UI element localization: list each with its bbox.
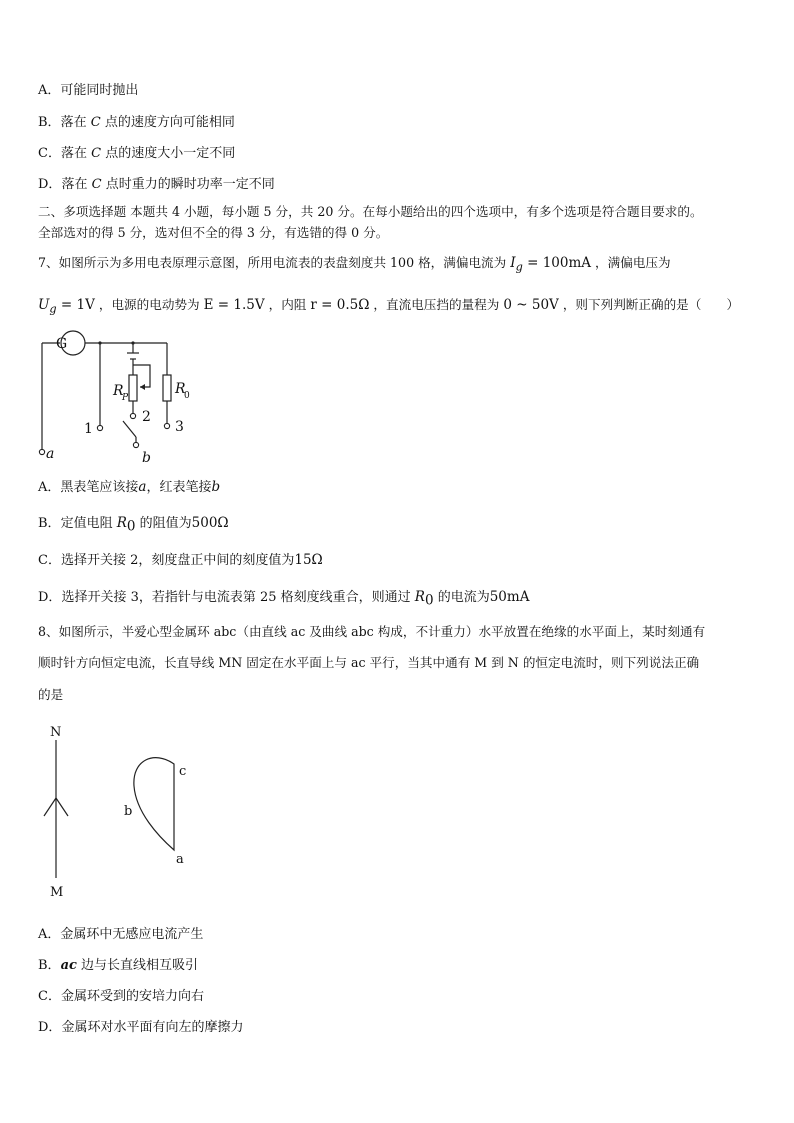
q7-option-b: B．定值电阻 $R_0$ 的阻值为500Ω [38,515,229,535]
rp-label: R [113,383,124,399]
q8-stem-line3: 的是 [38,687,64,702]
label-a: a [176,852,184,867]
q7-stem-line1: 7、如图所示为多用电表原理示意图，所用电流表的表盘刻度共 100 格，满偏电流为 $I_g = 100mA$ ，满偏电压为 [38,255,671,274]
terminal-2-label: 2 [142,409,151,425]
q7-circuit-diagram [30,325,210,470]
label-c: c [179,764,187,779]
section2-line1: 二、多项选择题 本题共 4 小题，每小题 5 分，共 20 分。在每小题给出的四个选项中，有多个选项是符合题目要求的。 [38,204,703,219]
ug-expression: $U_g = 1V$ [38,297,95,316]
q7-option-c: C．选择开关接 2，刻度盘正中间的刻度值为15Ω [38,552,323,568]
half-heart-ring [134,758,174,850]
label-m: M [50,885,64,900]
terminal-1-label: 1 [84,421,93,437]
terminal-b [133,442,138,447]
q6-option-d: D．落在 C 点时重力的瞬时功率一定不同 [38,177,275,192]
label-n: N [50,725,62,740]
terminal-b-label: b [142,450,151,466]
section2-line2: 全部选对的得 5 分，选对但不全的得 3 分，有选错的得 0 分。 [38,225,389,240]
r0-label: R [175,381,186,397]
q6-option-a: A．可能同时抛出 [38,83,139,98]
q6-option-b: B．落在 C 点的速度方向可能相同 [38,115,235,130]
label-b: b [124,804,133,819]
q8-option-b: B．ac 边与长直线相互吸引 [38,958,199,973]
terminal-a [39,449,44,454]
selector-switch [123,421,136,437]
q8-stem-line2: 顺时针方向恒定电流，长直导线 MN 固定在水平面上与 ac 平行，当其中通有 M 到 N 的恒定电流时，则下列说法正确 [38,655,700,670]
terminal-3-label: 3 [175,419,184,435]
q8-option-c: C．金属环受到的安培力向右 [38,989,204,1004]
ig-expression: $I_g = 100mA$ [510,255,592,274]
r0-resistor [163,375,171,401]
q6-option-c: C．落在 C 点的速度大小一定不同 [38,146,236,161]
galvanometer-label: G [56,336,68,352]
svg-text:0: 0 [184,391,190,401]
q8-stem-line1: 8、如图所示，半爱心型金属环 abc（由直线 ac 及曲线 abc 构成，不计重力）水平放置在绝缘的水平面上，某时刻通有 [38,624,706,639]
svg-text:P: P [122,393,129,403]
terminal-2 [130,413,135,418]
q8-option-a: A．金属环中无感应电流产生 [38,927,204,942]
terminal-3 [164,423,169,428]
q7-option-d: D．选择开关接 3，若指针与电流表第 25 格刻度线重合，则通过 $R_0$ 的电流为50mA [38,589,530,609]
q7-stem-line2: $U_g = 1V$ ，电源的电动势为 E = 1.5V ，内阻 r = 0.5Ω ，直流电压挡的量程为 0 ~ 50V ，则下列判断正确的是（ ） [38,297,740,316]
terminal-1 [97,425,102,430]
q8-wire-and-ring-diagram [36,718,206,900]
q7-option-a: A．黑表笔应该接a，红表笔接b [38,479,221,495]
terminal-a-label: a [46,446,55,462]
rp-resistor [129,375,137,401]
q8-option-d: D．金属环对水平面有向左的摩擦力 [38,1020,244,1035]
